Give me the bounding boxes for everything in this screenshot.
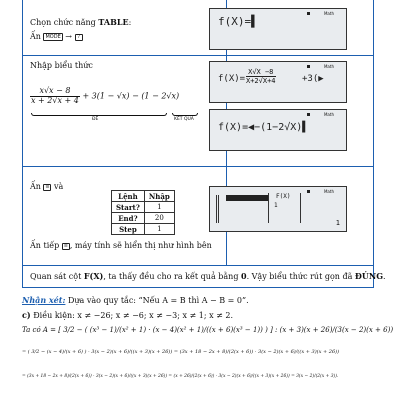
step1-line2: Ấn MODE → 7: [30, 33, 83, 42]
table-column-rule: [268, 193, 269, 223]
calc-value: 1: [274, 202, 278, 209]
conclusion: Quan sát cột F(X), ta thấy đều cho ra kết quả bằng 0. Vậy biểu thức rút gọn đã ĐÚNG.: [30, 271, 386, 281]
indicator-square-icon: [307, 113, 310, 116]
math-indicator: Math: [323, 11, 334, 16]
indicator-square-icon: [307, 190, 310, 193]
brace-de: [31, 113, 167, 116]
step2-title: Nhập biểu thức: [30, 61, 93, 70]
calc-bottom-value: 1: [335, 219, 340, 227]
label-de: ĐỀ: [92, 117, 99, 122]
calculator-screen-3: [209, 109, 347, 151]
calc-column-header: F(X): [276, 193, 291, 200]
math-line-2: = ( 3/2 − (x − 4)/(x + 6) ) · 3(x − 2)(x + 6)/((x + 3)(x + 26)) = (3x + 18 − 2x + 8)/(2(x + 6)) · 3(x − 2)(x + 6)/((x + 3)(x + 26)): [22, 349, 340, 355]
step2-expression: $\frac{x√x - 8}{x + 2√x + 4}$ + 3(1 − √x) − (1 − 2√x): [31, 86, 180, 105]
calc-prefix: f(X)=: [218, 74, 246, 84]
calc-expression: f(X)=▌: [218, 15, 258, 28]
calc-fraction: X√X −8 X+2√X+4: [246, 68, 276, 85]
calculator-screen-4: [209, 186, 347, 232]
indicator-square-icon: [307, 65, 310, 68]
calc-expression: f(X)=◀−(1−2√X)▌: [218, 122, 309, 133]
table-row: Start? 1: [112, 202, 175, 213]
calc-tail: +3(▶: [302, 74, 324, 84]
fraction: $\frac{x√x - 8}{x + 2√x + 4}$: [31, 86, 79, 105]
equals-key-icon: ≡: [63, 242, 68, 249]
math-indicator: Math: [323, 112, 334, 117]
row-divider: [23, 55, 373, 56]
equals-key-icon: ≡: [45, 183, 50, 190]
math-line-3: = (3x + 18 − 2x + 8)/(2(x + 6)) · 3(x − 2)(x + 6)/((x + 3)(x + 26)) = (x + 26)/(2(x + 6)) · 3(x − 2)(x + 6)/((x + 3)(x + 26)) = 3(x − 2)/(2(x + 3)).: [22, 374, 339, 379]
calculator-screen-1: [209, 8, 347, 50]
table-column-rule: [216, 195, 219, 223]
table-row: Step 1: [112, 224, 175, 235]
part-c-condition: c) Điều kiện: x ≠ −26; x ≠ −6; x ≠ −3; x ≠ 1; x ≠ 2.: [22, 310, 234, 320]
label-ket-qua: KẾT QUẢ: [174, 117, 194, 122]
step3-line2: Ấn tiếp ≡ , máy tính sẽ hiển thị như hình bên: [30, 241, 212, 250]
row-divider: [23, 265, 373, 266]
step1-line1: Chọn chức năng TABLE:: [30, 17, 132, 27]
seven-key-icon: 7: [75, 34, 83, 41]
math-indicator: Math: [323, 64, 334, 69]
math-indicator: Math: [323, 189, 334, 194]
calculator-screen-2: [209, 61, 347, 103]
mode-key-icon: MODE: [45, 34, 61, 40]
table-row: End? 20: [112, 213, 175, 224]
indicator-square-icon: [307, 12, 310, 15]
math-line-1: Ta có A = [ 3/2 − ( (x³ − 1)/(x² + 1) · (x − 4)(x² + 1)/((x + 6)(x³ − 1)) ) ] : (x + 3)(x + 26)/(3(x − 2)(x + 6)): [22, 326, 394, 334]
remark: Nhận xét: Dựa vào quy tắc: “Nếu A = B thì A − B = 0”.: [22, 295, 249, 305]
row-divider: [23, 166, 373, 167]
step3-line1: Ấn ≡ và: [30, 182, 64, 191]
table-column-rule: [300, 193, 301, 223]
table-highlight-bar: [226, 195, 268, 201]
brace-kq: [172, 113, 198, 116]
input-table: Lệnh Nhập Start? 1 End? 20 Step 1: [111, 190, 175, 235]
